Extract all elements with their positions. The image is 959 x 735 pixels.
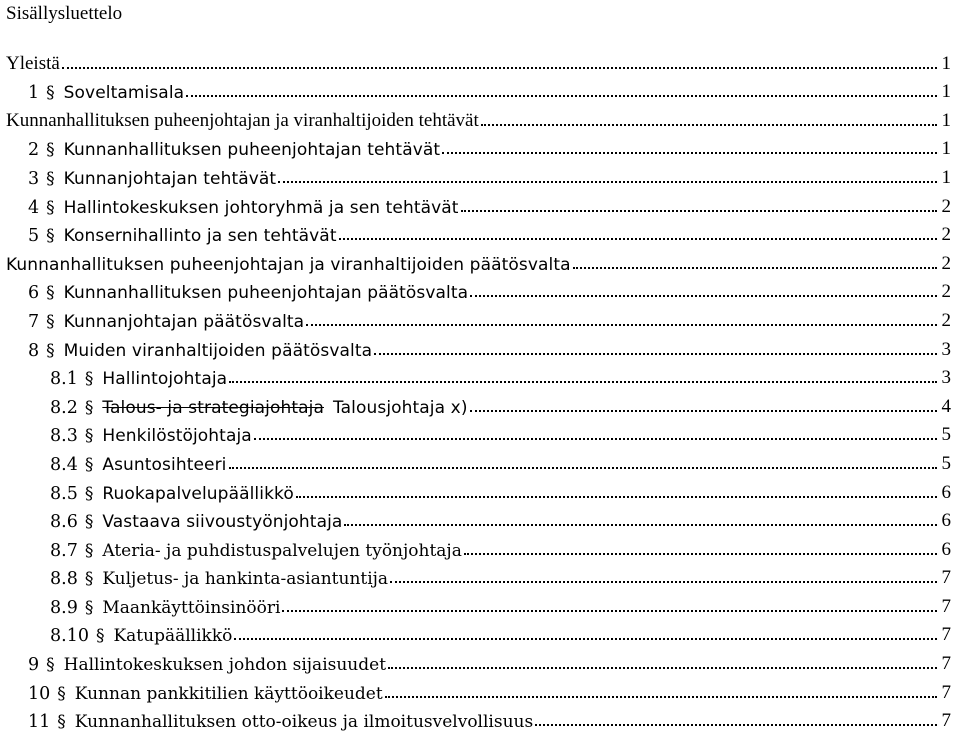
toc-entry[interactable]	[0, 249, 959, 278]
section-number: 6	[28, 283, 40, 304]
toc-entry[interactable]	[0, 335, 959, 364]
entry-title: Kunnanhallituksen puheenjohtajan tehtävät	[63, 140, 441, 161]
page-number: 2	[941, 252, 951, 274]
toc-entry-text	[0, 369, 227, 392]
entry-title: Kunnanjohtajan tehtävät	[63, 168, 277, 189]
toc-entry[interactable]	[0, 592, 959, 621]
page-number: 1	[941, 81, 951, 103]
section-sign-icon: §	[46, 140, 55, 161]
section-sign-icon: §	[46, 197, 55, 218]
page-number: 1	[941, 52, 951, 74]
entry-title: Kunnanhallituksen otto-oikeus ja ilmoitusvelvollisuus	[74, 712, 534, 733]
toc-entry-text	[0, 83, 184, 106]
section-sign-icon: §	[84, 426, 94, 447]
page-number: 7	[941, 681, 951, 703]
toc-entry-text	[0, 512, 342, 535]
toc-heading: Sisällysluettelo	[6, 3, 123, 24]
section-number: 5	[28, 226, 40, 247]
toc-entry-text	[0, 110, 479, 135]
toc-entry-text	[0, 198, 459, 221]
toc-entry-text	[0, 226, 337, 249]
section-sign-icon: §	[46, 311, 55, 332]
page-number: 1	[941, 138, 951, 160]
section-number: 8.1	[50, 369, 78, 390]
section-number: 11	[28, 712, 51, 733]
section-number: 8.4	[50, 454, 78, 475]
section-sign-icon: §	[84, 569, 94, 590]
section-sign-icon: §	[46, 340, 55, 361]
toc-entry-text	[0, 312, 304, 335]
entry-title: Konsernihallinto ja sen tehtävät	[63, 226, 337, 247]
page-number: 7	[941, 710, 951, 732]
dot-leader	[464, 551, 937, 555]
section-sign-icon: §	[84, 597, 94, 618]
section-number: 8.10	[50, 626, 89, 647]
toc-entry[interactable]	[0, 535, 959, 564]
section-number: 8.8	[50, 569, 78, 590]
section-number: 4	[28, 197, 40, 218]
section-sign-icon: §	[84, 483, 94, 504]
page-number: 7	[941, 567, 951, 589]
dot-leader	[282, 608, 937, 612]
dot-leader	[573, 265, 937, 269]
section-sign-icon: §	[46, 283, 55, 304]
dot-leader	[229, 465, 938, 469]
entry-title: Hallintokeskuksen johtoryhmä ja sen tehtävät	[63, 197, 459, 218]
toc-entry-text	[0, 712, 533, 735]
entry-title: Katupäällikkö	[113, 626, 233, 647]
section-number: 8.2	[50, 397, 78, 418]
section-sign-icon: §	[46, 226, 55, 247]
toc-entry[interactable]	[0, 364, 959, 393]
entry-title: Talousjohtaja x)	[332, 397, 468, 418]
section-sign-icon: §	[57, 712, 66, 733]
page-number: 1	[941, 109, 951, 131]
page-number: 7	[941, 595, 951, 617]
dot-leader	[229, 379, 937, 383]
dot-leader	[339, 236, 937, 240]
toc-entry-text	[0, 655, 386, 678]
page-number: 7	[941, 624, 951, 646]
dot-leader	[306, 322, 937, 326]
dot-leader	[461, 208, 937, 212]
toc-entry-text	[0, 169, 276, 192]
dot-leader	[442, 150, 937, 154]
dot-leader	[186, 93, 937, 97]
toc-entry-text	[0, 140, 440, 163]
entry-title: Yleistä	[6, 52, 60, 74]
section-sign-icon: §	[57, 683, 66, 704]
dot-leader	[470, 293, 937, 297]
page-number: 3	[941, 338, 951, 360]
entry-title: Henkilöstöjohtaja	[102, 426, 252, 447]
dot-leader	[390, 579, 937, 583]
section-number: 1	[28, 83, 40, 104]
toc-entry-text	[0, 569, 388, 592]
toc-entry[interactable]	[0, 621, 959, 650]
toc-entry[interactable]	[0, 707, 959, 735]
section-sign-icon: §	[84, 369, 94, 390]
toc-entry[interactable]	[0, 449, 959, 478]
entry-title: Kunnanhallituksen puheenjohtajan ja viranhaltijoiden tehtävät	[6, 109, 479, 131]
page-number: 6	[941, 481, 951, 503]
dot-leader	[470, 408, 937, 412]
toc-entry[interactable]	[0, 78, 959, 107]
toc-entry[interactable]	[0, 649, 959, 678]
toc-entry-text	[0, 283, 468, 306]
entry-title: Vastaava siivoustyönjohtaja	[102, 512, 343, 533]
section-number: 7	[28, 311, 40, 332]
toc-entry-text	[0, 626, 232, 649]
toc-entry-text	[0, 684, 383, 707]
toc-entry-text	[0, 484, 294, 507]
section-sign-icon: §	[46, 168, 55, 189]
section-sign-icon: §	[46, 83, 55, 104]
section-number: 2	[28, 140, 40, 161]
page-number: 7	[941, 653, 951, 675]
section-number: 8.6	[50, 512, 78, 533]
entry-title: Ateria- ja puhdistuspalvelujen työnjohtaja	[102, 540, 462, 561]
toc-entry-text	[0, 598, 280, 621]
section-number: 8.3	[50, 426, 78, 447]
dot-leader	[374, 351, 937, 355]
toc-entry[interactable]	[0, 392, 959, 421]
section-sign-icon: §	[95, 626, 105, 647]
page-number: 2	[941, 224, 951, 246]
entry-title: Hallintokeskuksen johdon sijaisuudet	[63, 655, 387, 676]
toc-entry[interactable]	[0, 306, 959, 335]
toc-entry-text	[0, 398, 468, 421]
entry-title: Kunnanhallituksen puheenjohtajan ja viranhaltijoiden päätösvalta	[6, 254, 571, 275]
entry-title: Ruokapalvelupäällikkö	[102, 483, 294, 504]
toc-entry[interactable]	[0, 421, 959, 450]
section-number: 8.5	[50, 483, 78, 504]
entry-title: Kuljetus- ja hankinta-asiantuntija	[102, 569, 389, 590]
entry-title: Kunnan pankkitilien käyttöoikeudet	[74, 683, 383, 704]
page-number: 5	[941, 452, 951, 474]
page-number: 6	[941, 538, 951, 560]
struck-title: Talous- ja strategiajohtaja	[102, 397, 324, 418]
toc-entry[interactable]	[0, 49, 959, 78]
entry-title: Kunnanjohtajan päätösvalta	[63, 311, 305, 332]
toc-entry-text	[0, 541, 462, 564]
toc-entry-text	[0, 455, 227, 478]
toc-entry[interactable]	[0, 192, 959, 221]
dot-leader	[296, 494, 937, 498]
entry-title: Soveltamisala	[63, 83, 185, 104]
toc-entry[interactable]	[0, 278, 959, 307]
page-number: 4	[941, 395, 951, 417]
dot-leader	[535, 722, 937, 726]
section-number: 8.7	[50, 540, 78, 561]
entry-title: Maankäyttöinsinööri	[102, 597, 281, 618]
section-sign-icon: §	[46, 655, 55, 676]
toc-entry[interactable]	[0, 478, 959, 507]
section-sign-icon: §	[84, 454, 94, 475]
section-number: 10	[28, 683, 51, 704]
dot-leader	[344, 522, 937, 526]
dot-leader	[481, 122, 937, 126]
toc-entry-text	[0, 53, 60, 78]
entry-title: Kunnanhallituksen puheenjohtajan päätösvalta	[63, 283, 469, 304]
dot-leader	[254, 436, 937, 440]
entry-title: Hallintojohtaja	[102, 369, 228, 390]
page-number: 2	[941, 281, 951, 303]
toc-entry[interactable]	[0, 678, 959, 707]
toc-entry[interactable]	[0, 507, 959, 536]
toc-entry[interactable]	[0, 564, 959, 593]
toc-entry-text	[0, 426, 252, 449]
toc-entry[interactable]	[0, 106, 959, 135]
page-number: 3	[941, 367, 951, 389]
section-number: 8	[28, 340, 40, 361]
page-number: 2	[941, 195, 951, 217]
section-sign-icon: §	[84, 512, 94, 533]
section-number: 3	[28, 168, 40, 189]
dot-leader	[62, 65, 937, 69]
toc-entry[interactable]	[0, 163, 959, 192]
entry-title: Asuntosihteeri	[102, 454, 227, 475]
toc-entry[interactable]	[0, 221, 959, 250]
table-of-contents	[0, 49, 959, 735]
dot-leader	[278, 179, 937, 183]
dot-leader	[385, 694, 937, 698]
page-number: 1	[941, 166, 951, 188]
dot-leader	[388, 665, 937, 669]
page-number: 6	[941, 510, 951, 532]
dot-leader	[234, 636, 937, 640]
toc-entry[interactable]	[0, 135, 959, 164]
entry-title: Muiden viranhaltijoiden päätösvalta	[63, 340, 373, 361]
section-sign-icon: §	[84, 397, 94, 418]
toc-entry-text	[0, 341, 372, 364]
section-number: 9	[28, 655, 40, 676]
page-number: 2	[941, 309, 951, 331]
section-sign-icon: §	[84, 540, 94, 561]
page-number: 5	[941, 424, 951, 446]
toc-entry-text	[0, 255, 571, 278]
section-number: 8.9	[50, 597, 78, 618]
